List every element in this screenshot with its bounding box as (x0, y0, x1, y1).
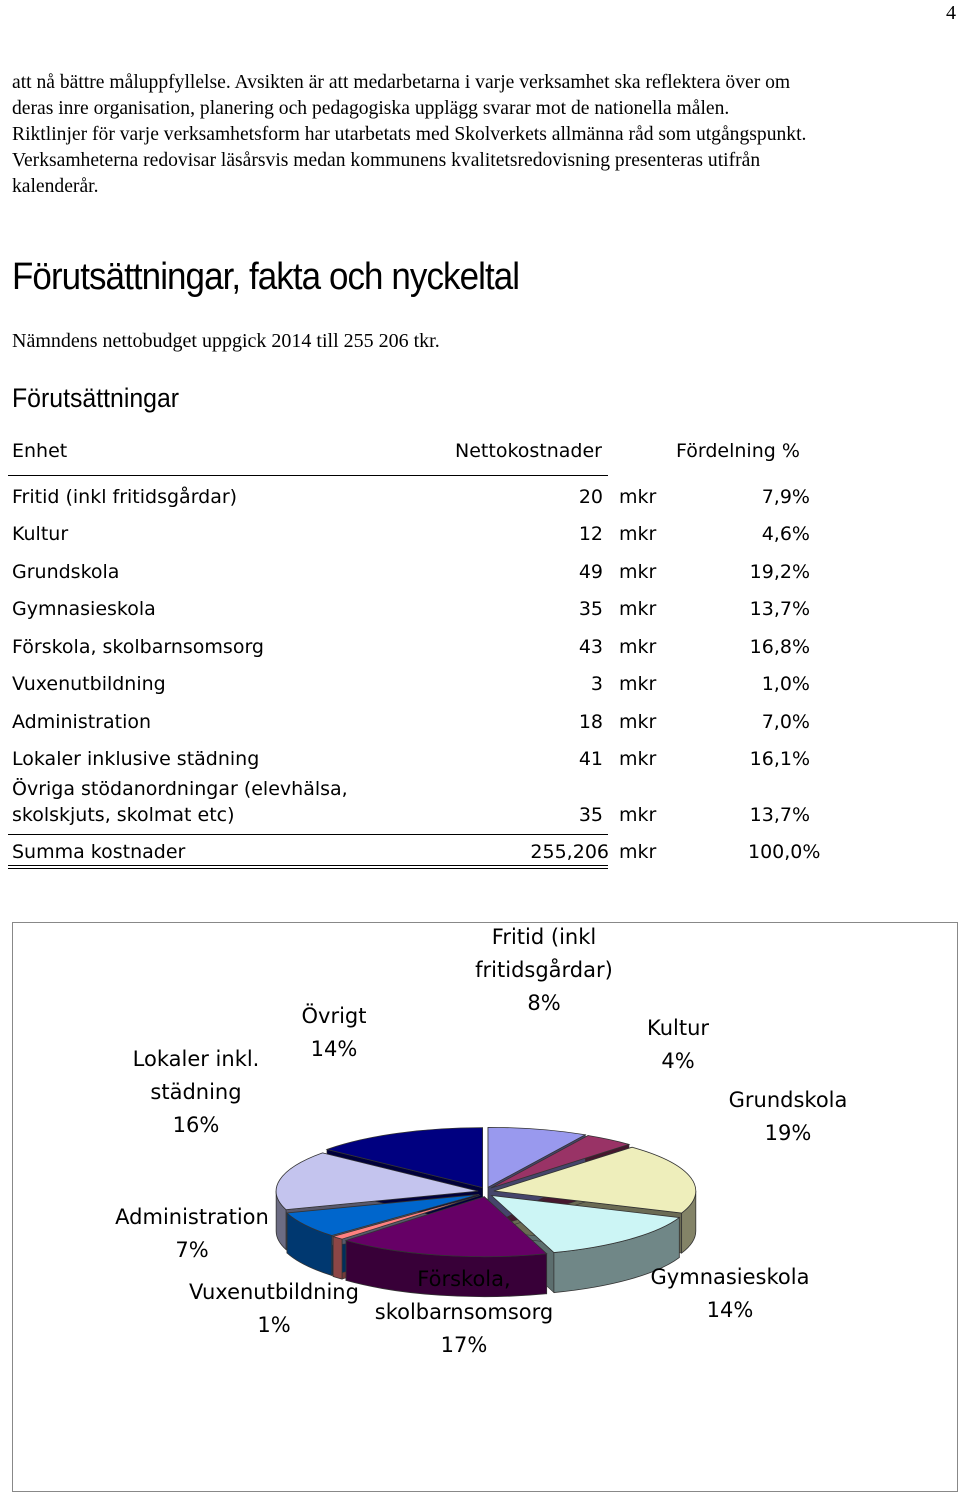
row-pct: 13,7% (749, 598, 810, 620)
total-unit: mkr (619, 840, 657, 863)
total-underline-1 (8, 865, 608, 866)
table-row (0, 665, 960, 703)
row-name: Grundskola (12, 560, 120, 583)
table-row (0, 553, 960, 591)
row-unit: mkr (619, 673, 657, 695)
pie-label: Förskola, skolbarnsomsorg 17% (374, 1267, 554, 1357)
row-value: 41 (578, 748, 603, 770)
table-row (0, 478, 960, 516)
row-name: Fritid (inkl fritidsgårdar) (12, 485, 238, 508)
row-name: Vuxenutbildning (12, 673, 166, 695)
row-value: 49 (578, 560, 603, 583)
pie-slice-side (333, 1236, 342, 1279)
table-row (0, 515, 960, 553)
total-pct: 100,0% (748, 840, 821, 863)
subsection-heading: Förutsättningar (12, 383, 180, 413)
table-row (0, 590, 960, 628)
pie-label: Administration 7% (115, 1205, 269, 1262)
row-pct: 7,9% (761, 485, 810, 508)
section-heading: Förutsättningar, fakta och nyckeltal (12, 256, 520, 298)
table-row (0, 628, 960, 666)
intro-line: kalenderår. (12, 176, 99, 197)
row-unit: mkr (619, 485, 657, 508)
row-pct: 4,6% (761, 523, 810, 545)
intro-paragraph (12, 70, 947, 200)
row-name-line2: skolskjuts, skolmat etc) (12, 803, 235, 826)
pie-label: Fritid (inkl fritidsgårdar) 8% (475, 925, 613, 1015)
row-pct: 7,0% (761, 710, 810, 733)
row-value: 3 (590, 673, 603, 695)
cost-table (0, 440, 960, 872)
row-unit: mkr (619, 635, 657, 658)
row-unit: mkr (619, 803, 657, 826)
table-row (0, 740, 960, 778)
row-pct: 16,1% (749, 748, 810, 770)
cost-pie-chart (12, 922, 958, 1492)
row-name-line1: Övriga stödanordningar (elevhälsa, (12, 777, 348, 800)
intro-line: deras inre organisation, planering och pedagogiska upplägg svarar mot de nationella målen. (12, 98, 730, 119)
row-name: Gymnasieskola (12, 598, 156, 620)
pie-label: Gymnasieskola 14% (650, 1265, 810, 1322)
budget-text: Nämndens nettobudget uppgick 2014 till 255 206 tkr. (12, 330, 440, 352)
pie-label: Kultur 4% (646, 1016, 710, 1073)
row-pct: 13,7% (749, 803, 810, 826)
row-pct: 19,2% (749, 560, 810, 583)
table-row (0, 778, 960, 834)
page-number: 4 (946, 2, 956, 24)
row-pct: 1,0% (761, 673, 810, 695)
table-header-row (0, 440, 960, 478)
intro-line: Verksamheterna redovisar läsårsvis medan kommunens kvalitetsredovisning presenteras utifrån (12, 150, 761, 171)
row-name: Kultur (12, 523, 69, 545)
row-unit: mkr (619, 710, 657, 733)
total-underline-2 (8, 868, 608, 869)
total-name: Summa kostnader (12, 840, 186, 863)
row-value: 35 (578, 803, 603, 826)
row-pct: 16,8% (749, 635, 810, 658)
intro-line: att nå bättre måluppfyllelse. Avsikten är att medarbetarna i varje verksamhet ska reflektera över om (12, 72, 791, 93)
intro-line: Riktlinjer för varje verksamhetsform har utarbetats med Skolverkets allmänna råd som utgångspunkt. (12, 124, 807, 145)
row-name: Förskola, skolbarnsomsorg (12, 635, 264, 658)
header-divider (8, 475, 608, 476)
pie-label: Lokaler inkl. städning 16% (132, 1047, 260, 1137)
pie-label: Grundskola 19% (728, 1088, 848, 1145)
row-unit: mkr (619, 523, 657, 545)
table-row (0, 703, 960, 741)
row-name: Lokaler inklusive städning (12, 748, 260, 770)
total-row (8, 834, 821, 873)
row-value: 18 (578, 710, 603, 733)
row-name: Administration (12, 710, 152, 733)
pie-label: Vuxenutbildning 1% (189, 1280, 359, 1337)
header-cost: Nettokostnader (455, 440, 602, 462)
total-value: 255,206 (530, 840, 609, 863)
header-share: Fördelning % (676, 440, 800, 462)
row-unit: mkr (619, 598, 657, 620)
row-value: 35 (578, 598, 603, 620)
pie-label: Övrigt 14% (301, 1004, 367, 1061)
row-unit: mkr (619, 748, 657, 770)
row-value: 20 (578, 485, 603, 508)
row-unit: mkr (619, 560, 657, 583)
row-value: 43 (578, 635, 603, 658)
row-value: 12 (578, 523, 603, 545)
header-unit: Enhet (12, 440, 68, 462)
